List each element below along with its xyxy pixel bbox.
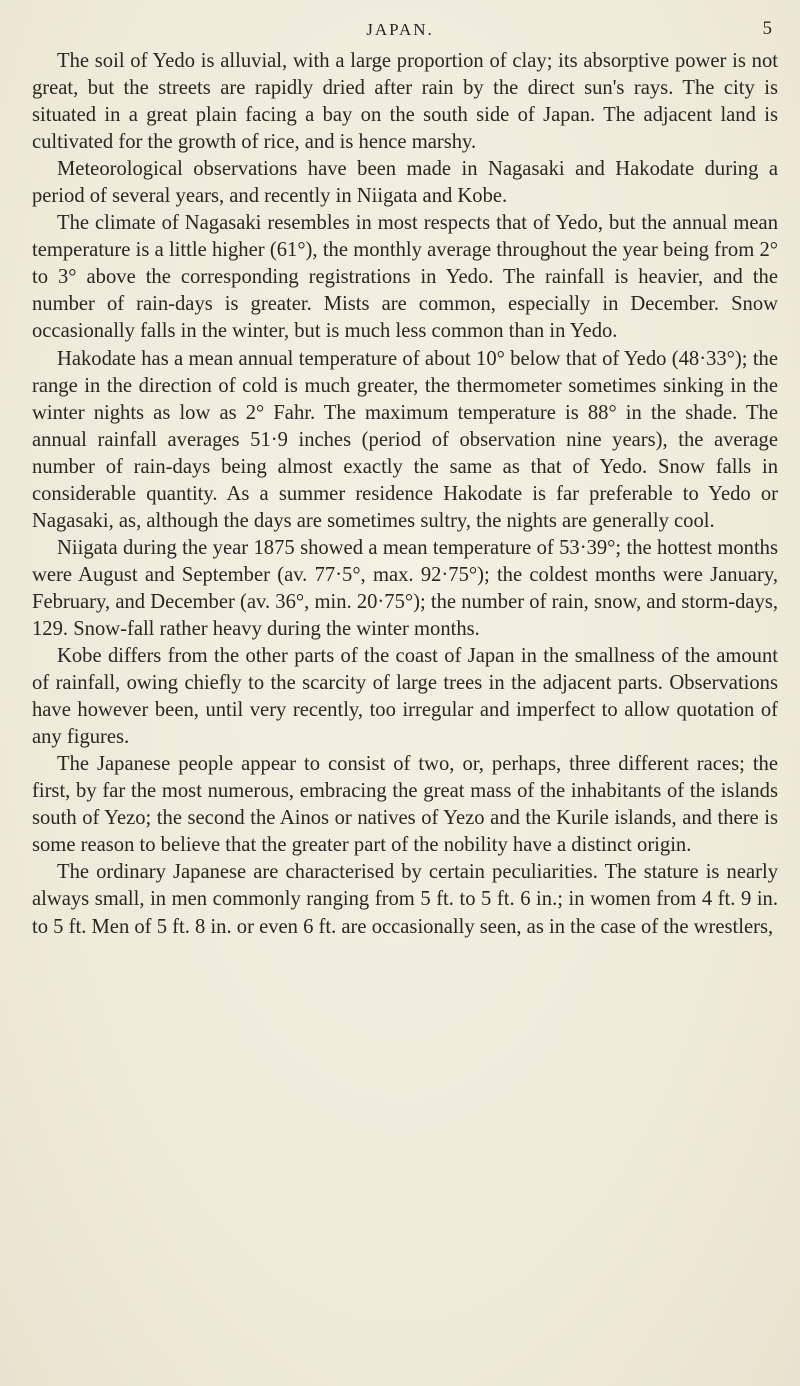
paragraph-niigata: Niigata during the year 1875 showed a mean temperature of 53·39°; the hottest months were August and September (av. 77·5°, max. 92·75°); the coldest months were January, February, and December (av. 36°, min. 20·75°); the number of rain, snow, and storm-days, 129. Snow-fall rather heavy during the winter months. bbox=[32, 536, 778, 640]
running-head-title: JAPAN. bbox=[366, 20, 434, 39]
paragraph-meteorological-observations: Meteorological observations have been made in Nagasaki and Hakodate during a period of several years, and recently in Niigata and Kobe. bbox=[32, 158, 778, 208]
paragraph-kobe: Kobe differs from the other parts of the coast of Japan in the smallness of the amount of rainfall, owing chiefly to the scarcity of large trees in the adjacent parts. Observations have however been, until very recently, too irregular and imperfect to allow quotation of any figures. bbox=[32, 645, 778, 749]
body-text bbox=[32, 48, 778, 941]
paragraph-stature: The ordinary Japanese are characterised by certain peculiarities. The stature is nearly always small, in men commonly ranging from 5 ft. to 5 ft. 6 in.; in women from 4 ft. 9 in. to 5 ft. Men of 5 ft. 8 in. or even 6 ft. are occasionally seen, as in the case of the wrestlers, bbox=[32, 861, 778, 938]
paragraph-soil-of-yedo: The soil of Yedo is alluvial, with a large proportion of clay; its absorptive power is not great, but the streets are rapidly dried after rain by the direct sun's rays. The city is situated in a great plain facing a bay on the south side of Japan. The adjacent land is cultivated for the growth of rice, and is hence marshy. bbox=[32, 50, 778, 154]
paragraph-japanese-races: The Japanese people appear to consist of two, or, perhaps, three different races; the first, by far the most numerous, embracing the great mass of the inhabitants of the islands south of Yezo; the second the Ainos or natives of Yezo and the Kurile islands, and there is some reason to believe that the greater part of the nobility have a distinct origin. bbox=[32, 753, 778, 857]
running-head bbox=[0, 14, 800, 44]
paragraph-climate-nagasaki: The climate of Nagasaki resembles in most respects that of Yedo, but the annual mean temperature is a little higher (61°), the monthly average throughout the year being from 2° to 3° above the corresponding registrations in Yedo. The rainfall is heavier, and the number of rain-days is greater. Mists are common, especially in December. Snow occasionally falls in the winter, but is much less common than in Yedo. bbox=[32, 212, 778, 343]
paragraph-hakodate: Hakodate has a mean annual temperature of about 10° below that of Yedo (48·33°); the range in the direction of cold is much greater, the thermometer sometimes sinking in the winter nights as low as 2° Fahr. The maximum temperature is 88° in the shade. The annual rainfall averages 51·9 inches (period of observation nine years), the average number of rain-days being almost exactly the same as that of Yedo. Snow falls in considerable quantity. As a summer residence Hakodate is far preferable to Yedo or Nagasaki, as, although the days are sometimes sultry, the nights are generally cool. bbox=[32, 347, 778, 532]
page-number: 5 bbox=[762, 18, 772, 39]
